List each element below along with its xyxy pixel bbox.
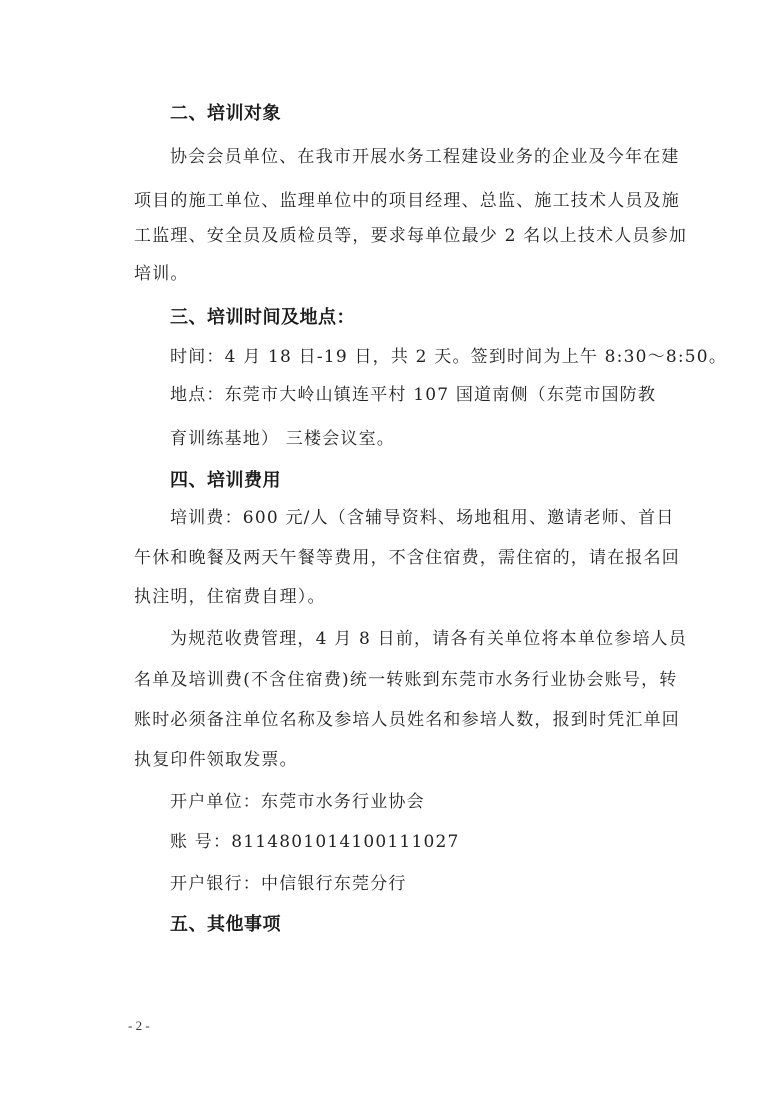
paragraph-line: 协会会员单位、在我市开展水务工程建设业务的企业及今年在建 <box>170 147 680 167</box>
section-heading-fees: 四、培训费用 <box>170 470 281 491</box>
fee-line: 培训费：600 元/人（含辅导资料、场地租用、邀请老师、首日 <box>170 508 675 528</box>
payment-line: 执复印件领取发票。 <box>134 750 298 770</box>
place-line: 地点：东莞市大岭山镇连平村 107 国道南侧（东莞市国防教 <box>170 385 657 405</box>
payment-line: 账时必须备注单位名称及参培人员姓名和参培人数，报到时凭汇单回 <box>134 710 680 730</box>
page-number: - 2 - <box>128 1018 150 1033</box>
bank-name: 开户银行：中信银行东莞分行 <box>170 874 407 894</box>
section-heading-other-matters: 五、其他事项 <box>170 914 281 935</box>
account-number: 账 号：8114801014100111027 <box>170 832 460 852</box>
payment-line: 名单及培训费(不含住宿费)统一转账到东莞市水务行业协会账号，转 <box>134 670 678 690</box>
place-line-continued: 育训练基地） 三楼会议室。 <box>170 429 396 449</box>
section-heading-time-place: 三、培训时间及地点： <box>170 307 355 328</box>
paragraph-line: 项目的施工单位、监理单位中的项目经理、总监、施工技术人员及施 <box>134 191 680 211</box>
section-heading-training-targets: 二、培训对象 <box>170 103 281 124</box>
fee-line: 午休和晚餐及两天午餐等费用，不含住宿费，需住宿的，请在报名回 <box>134 548 680 568</box>
paragraph-line: 培训。 <box>134 264 189 284</box>
account-name: 开户单位：东莞市水务行业协会 <box>170 792 425 812</box>
fee-line: 执注明，住宿费自理）。 <box>134 587 326 607</box>
time-line: 时间：4 月 18 日-19 日，共 2 天。签到时间为上午 8:30～8:50。 <box>170 347 728 367</box>
payment-line: 为规范收费管理，4 月 8 日前，请各有关单位将本单位参培人员 <box>170 629 688 649</box>
paragraph-line: 工监理、安全员及质检员等，要求每单位最少 2 名以上技术人员参加 <box>134 226 688 246</box>
